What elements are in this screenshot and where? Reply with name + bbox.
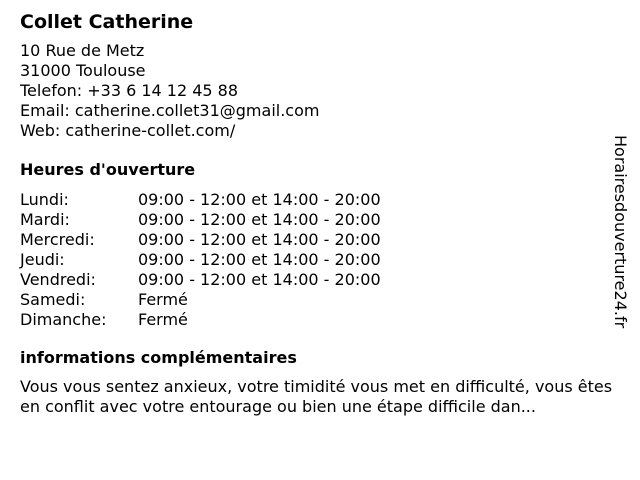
additional-info-title: informations complémentaires [20,348,297,367]
hours-row-thursday [20,250,620,270]
opening-hours-title: Heures d'ouverture [20,160,196,179]
day-hours: 09:00 - 12:00 et 14:00 - 20:00 [138,230,381,249]
hours-row-friday [20,270,620,290]
day-label: Samedi: [20,290,86,309]
day-hours: 09:00 - 12:00 et 14:00 - 20:00 [138,210,381,229]
hours-row-wednesday [20,230,620,250]
opening-hours-table [20,190,620,330]
day-hours: 09:00 - 12:00 et 14:00 - 20:00 [138,190,381,209]
day-label: Mardi: [20,210,70,229]
day-label: Jeudi: [20,250,65,269]
day-label: Dimanche: [20,310,107,329]
day-label: Vendredi: [20,270,96,289]
hours-row-sunday [20,310,620,330]
hours-row-monday [20,190,620,210]
website-address: Web: catherine-collet.com/ [20,121,236,140]
address-city: 31000 Toulouse [20,61,146,80]
phone-number: Telefon: +33 6 14 12 45 88 [20,81,239,100]
hours-row-saturday [20,290,620,310]
business-name: Collet Catherine [20,11,194,33]
day-hours: Fermé [138,310,188,329]
hours-row-tuesday [20,210,620,230]
day-hours: 09:00 - 12:00 et 14:00 - 20:00 [138,270,381,289]
site-watermark: Horairesdouverture24.fr [611,135,630,329]
email-address: Email: catherine.collet31@gmail.com [20,101,320,120]
day-label: Mercredi: [20,230,95,249]
address-street: 10 Rue de Metz [20,41,145,60]
business-card [20,10,620,417]
additional-info-text: Vous vous sentez anxieux, votre timidité vous met en difficulté, vous êtes en conflit avec votre entourage ou bien une étape difficile dan... [20,377,613,416]
day-hours: 09:00 - 12:00 et 14:00 - 20:00 [138,250,381,269]
day-hours: Fermé [138,290,188,309]
day-label: Lundi: [20,190,69,209]
